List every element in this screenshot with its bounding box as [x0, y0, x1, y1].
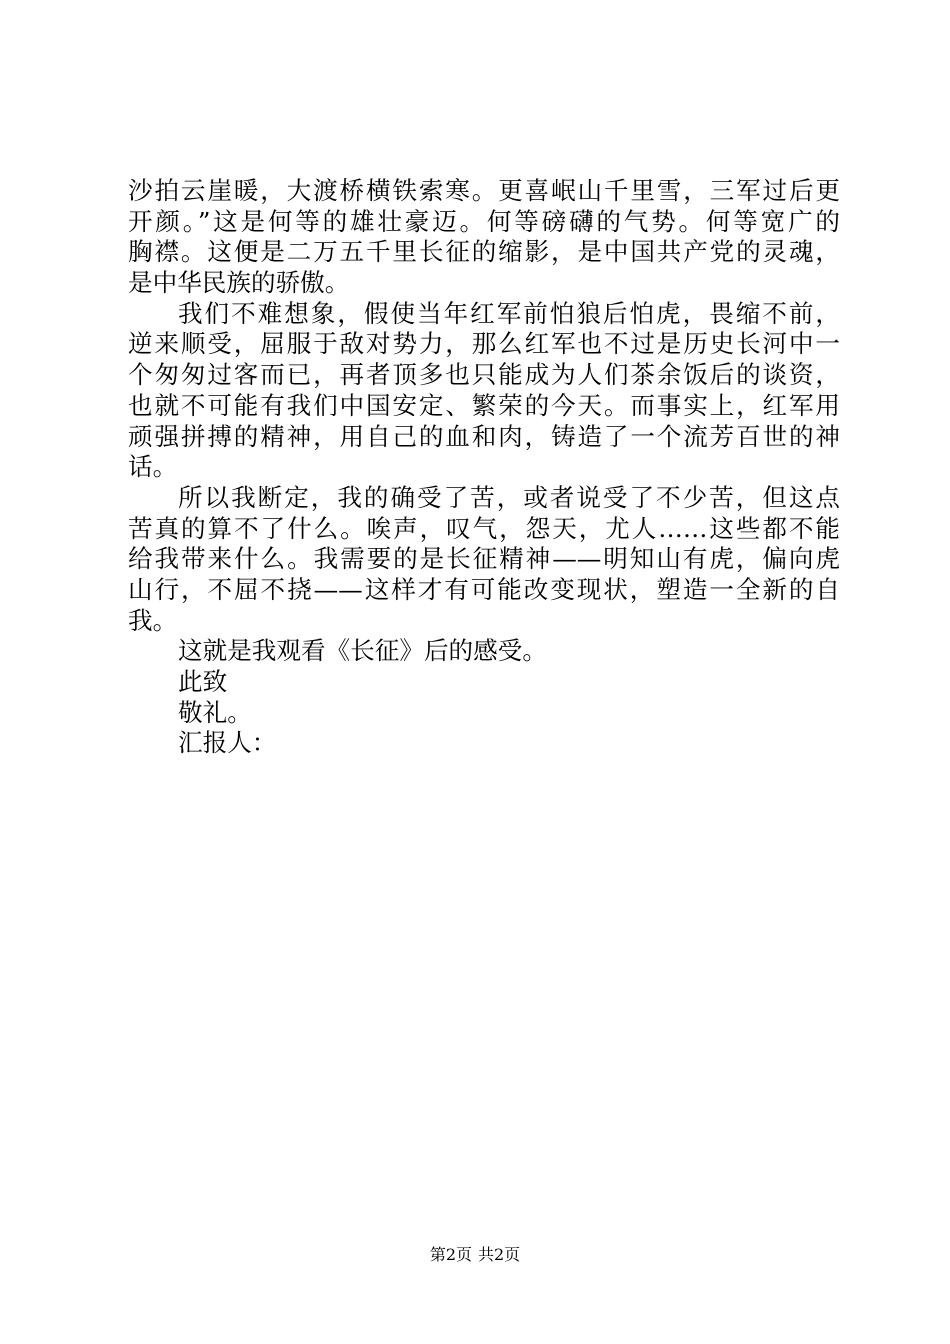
- page-number-total: 共2页: [478, 1245, 521, 1264]
- text-line: 顽强拼搏的精神，用自己的血和肉，铸造了一个流芳百世的神: [128, 421, 840, 451]
- text-line: 我。: [128, 605, 178, 635]
- text-line: 胸襟。这便是二万五千里长征的缩影，是中国共产党的灵魂，: [128, 237, 840, 267]
- reporter-label: 汇报人：: [178, 728, 277, 758]
- page-footer: [0, 1244, 950, 1266]
- closing-remark: 这就是我观看《长征》后的感受。: [178, 636, 547, 666]
- document-body: [128, 176, 840, 759]
- text-line: 话。: [128, 452, 178, 482]
- page-number-current: 第2页: [429, 1245, 472, 1264]
- text-line: 山行，不屈不挠——这样才有可能改变现状，塑造一全新的自: [128, 574, 840, 604]
- text-line: 逆来顺受，屈服于敌对势力，那么红军也不过是历史长河中一: [128, 329, 840, 359]
- text-line: 个匆匆过客而已，再者顶多也只能成为人们茶余饭后的谈资，: [128, 360, 840, 390]
- paragraph-1: [128, 176, 840, 299]
- salutation-cizhi: 此致: [178, 667, 228, 696]
- text-line: 是中华民族的骄傲。: [128, 268, 350, 298]
- text-line: 给我带来什么。我需要的是长征精神——明知山有虎，偏向虎: [128, 544, 840, 574]
- text-line: 沙拍云崖暖，大渡桥横铁索寒。更喜岷山千里雪，三军过后更: [128, 176, 840, 205]
- paragraph-3: [128, 483, 840, 636]
- text-line: 苦真的算不了什么。唉声，叹气，怨天，尤人……这些都不能: [128, 513, 840, 543]
- text-line: 所以我断定，我的确受了苦，或者说受了不少苦，但这点: [178, 482, 840, 512]
- salutation-jingli: 敬礼。: [178, 697, 252, 727]
- text-line: 我们不难想象，假使当年红军前怕狼后怕虎，畏缩不前，: [178, 298, 840, 328]
- closing-section: [128, 636, 840, 759]
- paragraph-2: [128, 299, 840, 483]
- text-line: 也就不可能有我们中国安定、繁荣的今天。而事实上，红军用: [128, 390, 840, 420]
- text-line: 开颜。”这是何等的雄壮豪迈。何等磅礴的气势。何等宽广的: [128, 206, 840, 236]
